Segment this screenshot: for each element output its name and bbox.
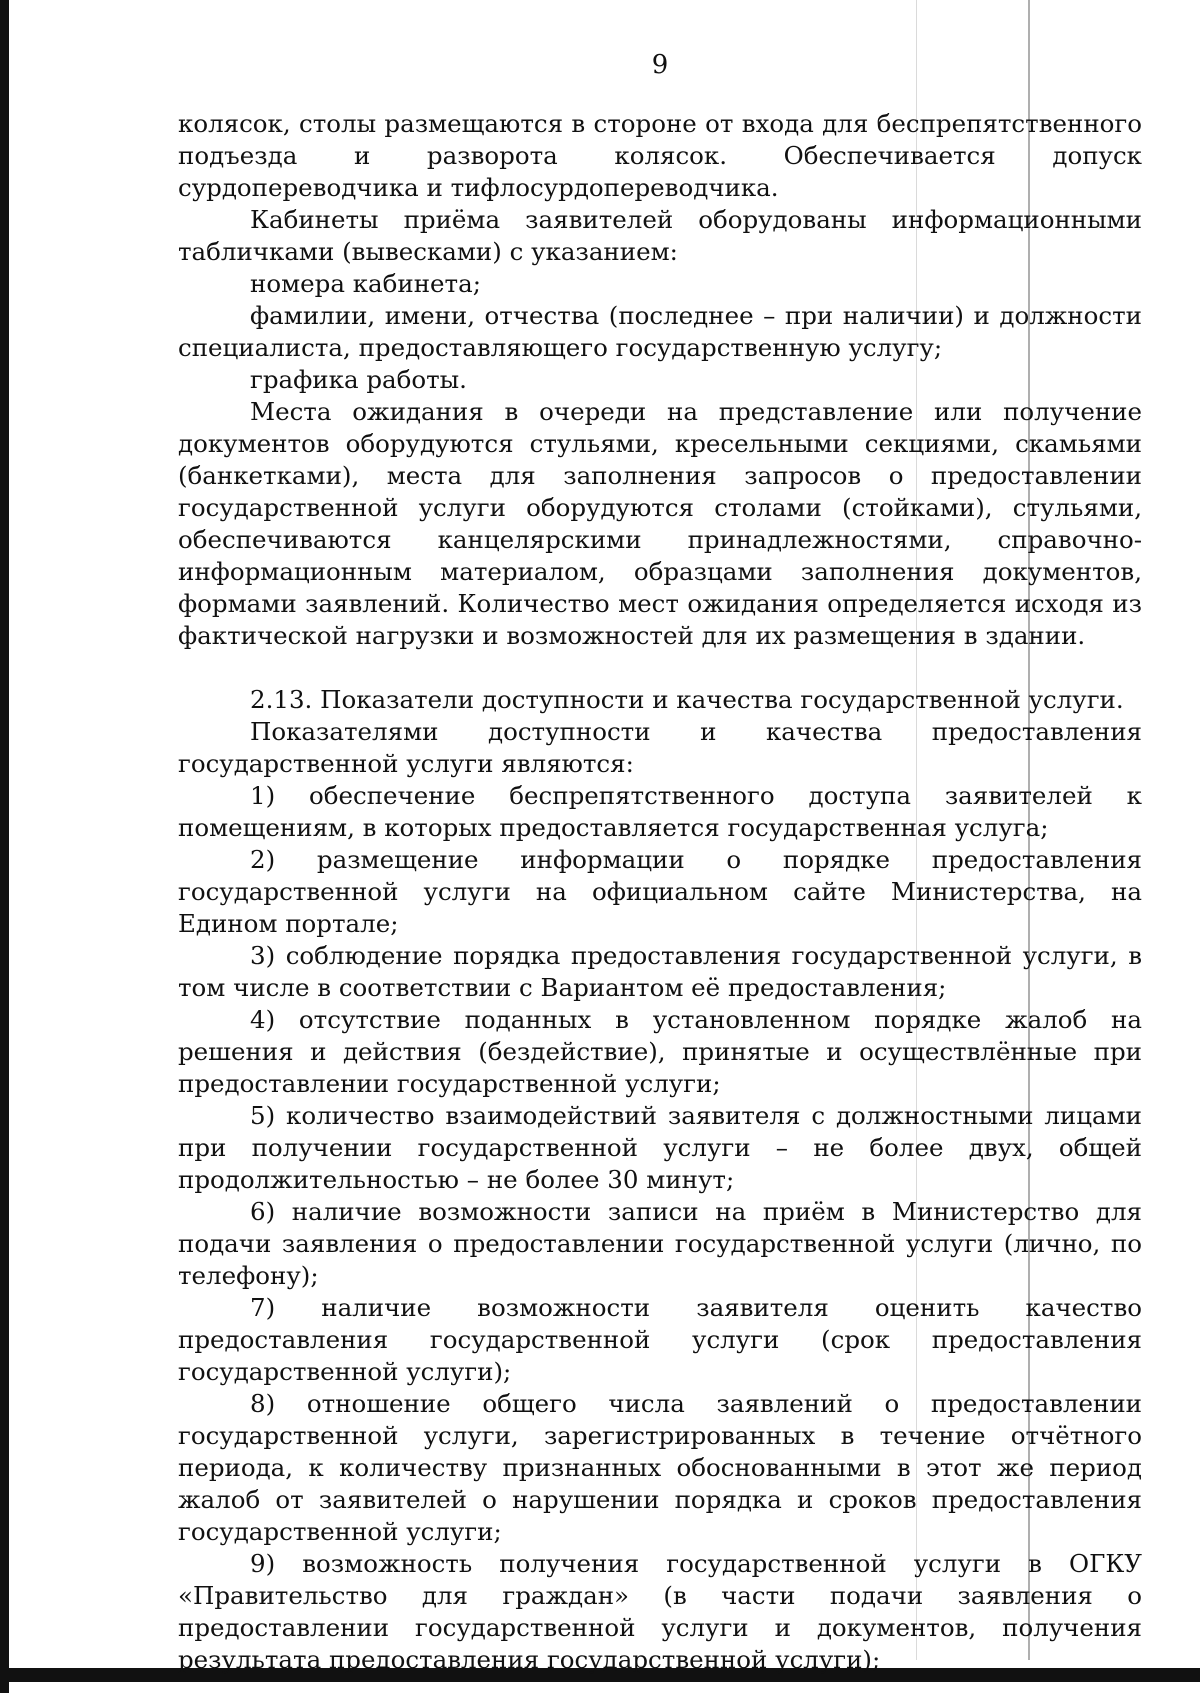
list-item: 6) наличие возможности записи на приём в Министерство для подачи заявления о предоставлении государственной услуги (лично, по телефону); <box>178 1197 1142 1290</box>
page-number: 9 <box>651 50 669 80</box>
list-item: 2) размещение информации о порядке предоставления государственной услуги на официальном сайте Министерства, на Едином портале; <box>178 845 1142 938</box>
list-item: 1) обеспечение беспрепятственного доступа заявителей к помещениям, в которых предоставляется государственная услуга; <box>178 781 1142 842</box>
paragraph: Кабинеты приёма заявителей оборудованы информационными табличками (вывесками) с указанием: <box>178 205 1142 266</box>
scan-left-edge <box>0 0 9 1693</box>
paragraph: графика работы. <box>250 365 467 394</box>
document-body <box>178 108 1142 1676</box>
paragraph: номера кабинета; <box>250 269 481 298</box>
list-item: 3) соблюдение порядка предоставления государственной услуги, в том числе в соответствии с Вариантом её предоставления; <box>178 941 1142 1002</box>
list-item: 9) возможность получения государственной услуги в ОГКУ «Правительство для граждан» (в части подачи заявления о предоставлении государственной услуги и документов, получения результата предоставления государственной услуги); <box>178 1549 1142 1674</box>
list-item: 8) отношение общего числа заявлений о предоставлении государственной услуги, зарегистрированных в течение отчётного периода, к количеству признанных обоснованными в этот же период жалоб от заявителей о нарушении порядка и сроков предоставления государственной услуги; <box>178 1389 1142 1546</box>
list-item: 7) наличие возможности заявителя оценить качество предоставления государственной услуги (срок предоставления государственной услуги); <box>178 1293 1142 1386</box>
list-item: 5) количество взаимодействий заявителя с должностными лицами при получении государственной услуги – не более двух, общей продолжительностью – не более 30 минут; <box>178 1101 1142 1194</box>
paragraph: фамилии, имени, отчества (последнее – при наличии) и должности специалиста, предоставляющего государственную услугу; <box>178 301 1142 362</box>
paragraph: колясок, столы размещаются в стороне от входа для беспрепятственного подъезда и разворота колясок. Обеспечивается допуск сурдопереводчика и тифлосурдопереводчика. <box>178 109 1142 202</box>
list-item: 4) отсутствие поданных в установленном порядке жалоб на решения и действия (бездействие), принятые и осуществлённые при предоставлении государственной услуги; <box>178 1005 1142 1098</box>
section-heading: 2.13. Показатели доступности и качества государственной услуги. <box>250 685 1124 714</box>
paragraph: Показателями доступности и качества предоставления государственной услуги являются: <box>178 717 1142 778</box>
paragraph: Места ожидания в очереди на представление или получение документов оборудуются стульями, кресельными секциями, скамьями (банкетками), места для заполнения запросов о предоставлении государственной услуги оборудуются столами (стойками), стульями, обеспечиваются канцелярскими принадлежностями, справочно-информационным материалом, образцами заполнения документов, формами заявлений. Количество мест ожидания определяется исходя из фактической нагрузки и возможностей для их размещения в здании. <box>178 397 1142 650</box>
